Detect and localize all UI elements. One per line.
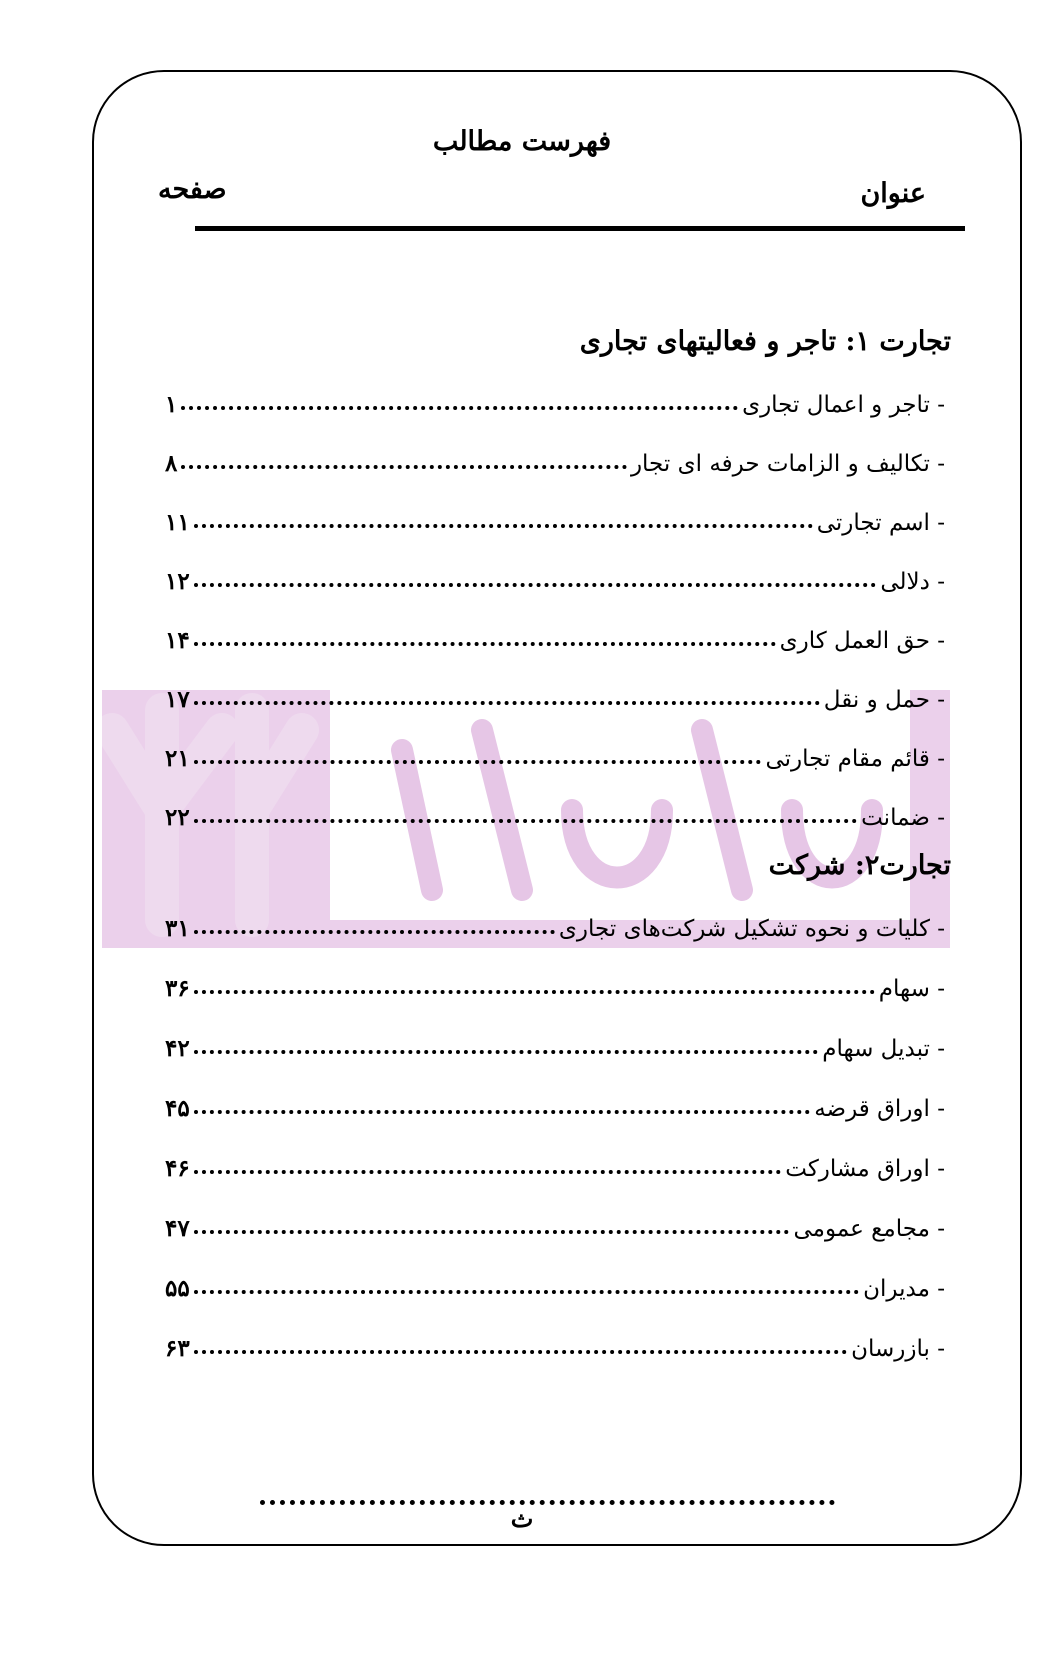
toc-entry-page: ۱۲ (165, 568, 190, 595)
toc-entry (165, 1026, 945, 1062)
toc-entry-title: - اسم تجارتی (816, 510, 945, 536)
toc-entry-title: - مدیران (863, 1276, 945, 1302)
toc-entry-title: - تکالیف و الزامات حرفه ای تجار (630, 451, 945, 477)
toc-entry (165, 1326, 945, 1362)
column-heading-title: عنوان (860, 178, 926, 209)
column-heading-page: صفحه (158, 174, 227, 205)
toc-entry (165, 559, 945, 595)
dot-leader (194, 1350, 847, 1354)
toc-entry (165, 906, 945, 942)
toc-entry-page: ۸ (165, 450, 178, 477)
toc-entry-page: ۴۷ (165, 1215, 190, 1242)
toc-entry-title: - دلالی (880, 569, 945, 595)
toc-entry-page: ۵۵ (165, 1275, 190, 1302)
dot-leader (194, 1110, 811, 1114)
dot-leader (194, 1170, 782, 1174)
toc-entry-page: ۴۵ (165, 1095, 190, 1122)
dot-leader (194, 1230, 790, 1234)
toc-entry-title: - ضمانت (861, 805, 945, 831)
toc-entry (165, 736, 945, 772)
dot-leader (194, 642, 776, 646)
dot-leader (194, 819, 857, 823)
footer-page-number: ث (510, 1504, 534, 1533)
toc-entry-page: ۳۱ (165, 915, 190, 942)
toc-entry-title: - تاجر و اعمال تجاری (742, 392, 945, 418)
toc-entry (165, 1146, 945, 1182)
toc-entry (165, 441, 945, 477)
toc-entry (165, 382, 945, 418)
toc-entry (165, 1266, 945, 1302)
section-heading-2: تجارت۲: شرکت (768, 850, 951, 881)
toc-entry-title: - حمل و نقل (823, 687, 945, 713)
dot-leader (181, 465, 627, 469)
toc-entry (165, 1086, 945, 1122)
toc-entry-title: - حق العمل کاری (779, 628, 945, 654)
toc-entry-page: ۳۶ (165, 975, 190, 1002)
toc-entry (165, 966, 945, 1002)
toc-entry (165, 618, 945, 654)
dot-leader (194, 990, 875, 994)
toc-entry-title: - اوراق قرضه (814, 1096, 945, 1122)
toc-entry-page: ۴۲ (165, 1035, 190, 1062)
dot-leader (181, 406, 738, 410)
toc-entry-page: ۲۱ (165, 745, 190, 772)
dot-leader (194, 930, 555, 934)
toc-entry-title: - تبدیل سهام (822, 1036, 945, 1062)
dot-leader (194, 701, 820, 705)
toc-entry-title: - اوراق مشارکت (785, 1156, 945, 1182)
toc-entry-page: ۱۱ (165, 509, 190, 536)
toc-entry-page: ۶۳ (165, 1335, 190, 1362)
toc-entry-title: - مجامع عمومی (793, 1216, 945, 1242)
toc-entry-title: - سهام (878, 976, 945, 1002)
dot-leader (194, 583, 877, 587)
toc-entry-page: ۱۷ (165, 686, 190, 713)
toc-entry (165, 1206, 945, 1242)
dot-leader (194, 1290, 859, 1294)
toc-entry-title: - قائم مقام تجارتی (765, 746, 945, 772)
toc-entry-page: ۱ (165, 391, 178, 418)
dot-leader (194, 760, 762, 764)
toc-entry (165, 795, 945, 831)
toc-entry-title: - بازرسان (851, 1336, 945, 1362)
toc-entry-page: ۱۴ (165, 627, 190, 654)
toc-entry (165, 500, 945, 536)
section-heading-1: تجارت ۱: تاجر و فعالیتهای تجاری (579, 326, 951, 357)
toc-entry-title: - کلیات و نحوه تشکیل شرکت‌های تجاری (558, 916, 945, 942)
dot-leader (194, 1050, 819, 1054)
toc-entry-page: ۲۲ (165, 804, 190, 831)
page-title: فهرست مطالب (432, 126, 612, 157)
toc-entry-page: ۴۶ (165, 1155, 190, 1182)
header-rule (195, 226, 965, 231)
toc-entry (165, 677, 945, 713)
dot-leader (194, 524, 813, 528)
